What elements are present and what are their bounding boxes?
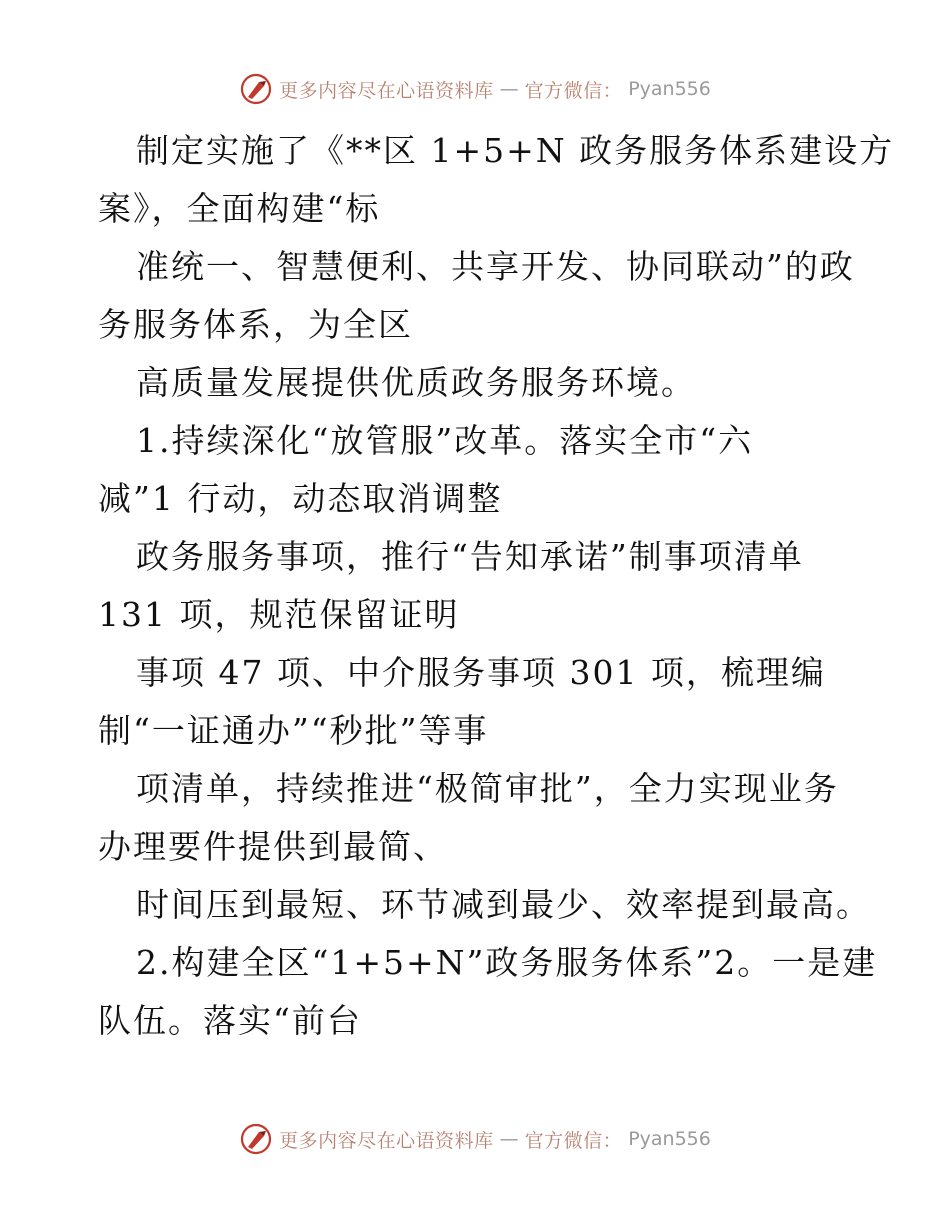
watermark-text: 更多内容尽在心语资料库 [279, 79, 494, 102]
text-line: 准统一、智慧便利、共享开发、协同联动”的政 [136, 247, 855, 286]
header-watermark [0, 72, 950, 106]
text-line: 政务服务事项，推行“告知承诺”制事项清单 [136, 537, 804, 576]
pen-nib-logo-icon [239, 1122, 273, 1156]
text-line: 项清单，持续推进“极简审批”，全力实现业务 [136, 769, 839, 808]
watermark-wechat-label: 官方微信： [524, 1129, 623, 1152]
text-line: 1.持续深化“放管服”改革。落实全市“六 [136, 421, 754, 460]
text-line: 案》，全面构建“标 [98, 189, 381, 228]
text-line: 时间压到最短、环节减到最少、效率提到最高。 [136, 885, 871, 924]
text-line: 队伍。落实“前台 [98, 1001, 362, 1040]
watermark-separator: — [499, 78, 519, 100]
watermark-text: 更多内容尽在心语资料库 [279, 1129, 494, 1152]
text-line: 制“一证通办”“秒批”等事 [98, 711, 489, 750]
watermark-separator: — [499, 1128, 519, 1150]
watermark-wechat-id: Pyan556 [628, 78, 711, 100]
text-line: 减”1 行动，动态取消调整 [98, 479, 503, 518]
text-line: 2.构建全区“1+5+N”政务服务体系”2。一是建 [136, 943, 878, 982]
text-line: 办理要件提供到最简、 [98, 827, 448, 866]
text-line: 制定实施了《**区 1+5+N 政务服务体系建设方 [136, 131, 895, 170]
footer-watermark [0, 1122, 950, 1156]
text-line: 131 项，规范保留证明 [98, 595, 460, 634]
watermark-wechat-id: Pyan556 [628, 1128, 711, 1150]
text-line: 务服务体系，为全区 [98, 305, 413, 344]
watermark-wechat-label: 官方微信： [524, 79, 623, 102]
pen-nib-logo-icon [239, 72, 273, 106]
text-line: 事项 47 项、中介服务事项 301 项，梳理编 [136, 653, 826, 692]
document-body [98, 122, 895, 1050]
text-line: 高质量发展提供优质政务服务环境。 [136, 363, 696, 402]
